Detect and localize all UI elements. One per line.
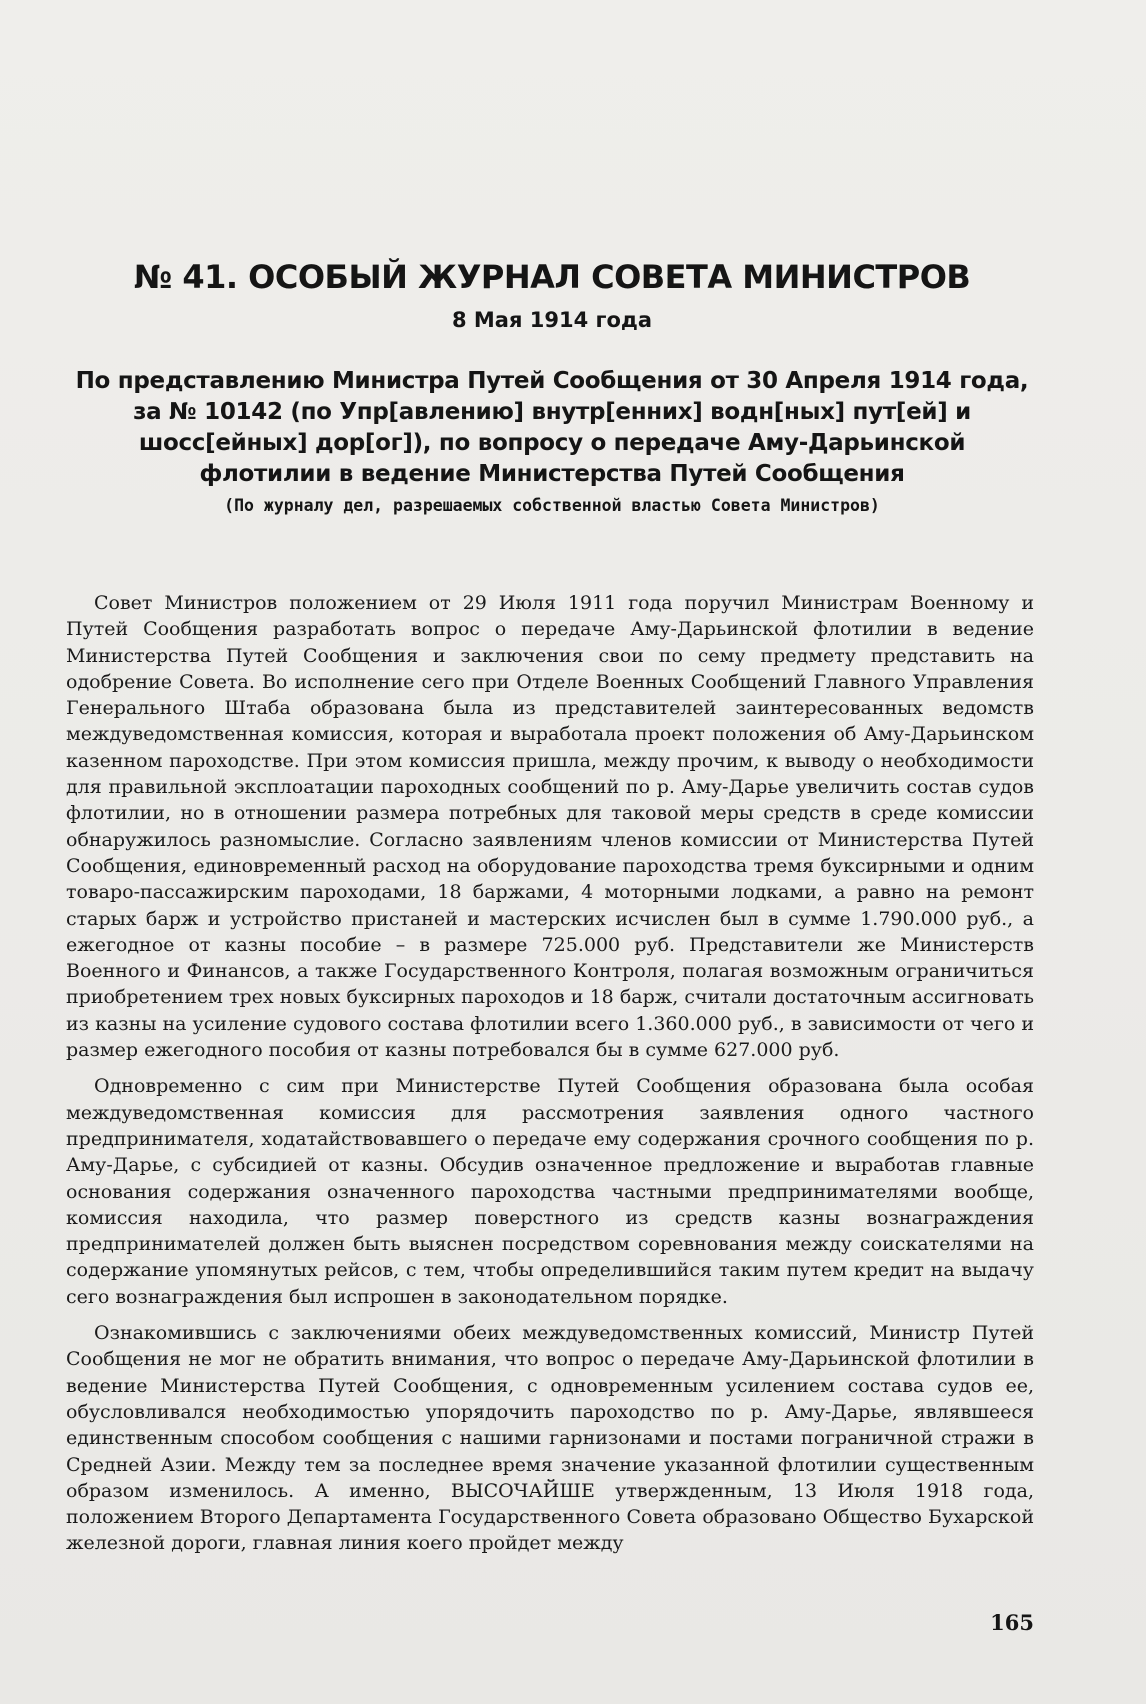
paragraph: Ознакомившись с заключениями обеих междуведомственных комиссий, Министр Путей Сообщения не мог не обратить внимания, что вопрос о передаче Аму-Дарьинской флотилии в ведение Министерства Путей Сообщения, с одновременным усилением состава судов ее, обусловливался необходимостью упорядочить пароходство по р. Аму-Дарье, являвшееся единственным способом сообщения с нашими гарнизонами и постами пограничной стражи в Средней Азии. Между тем за последнее время значение указанной флотилии существенным образом изменилось. А именно, ВЫСОЧАЙШЕ утвержденным, 13 Июля 1918 года, положением Второго Департамента Государственного Совета образовано Общество Бухарской железной дороги, главная линия коего пройдет между (66, 1322, 1034, 1555)
document-subject: По представлению Министра Путей Сообщения от 30 Апреля 1914 года, за № 10142 (по Упр[авлению] внутр[енних] водн[ных] пут[ей] и шосс[ейных] дор[ог]), по вопросу о передаче Аму-Дарьинской флотилии в ведение Министерства Путей Сообщения (75, 368, 1029, 487)
paragraph: Одновременно с сим при Министерстве Путей Сообщения образована была особая междуведомственная комиссия для рассмотрения заявления одного частного предпринимателя, ходатайствовавшего о передаче ему содержания срочного сообщения по р. Аму-Дарье, с субсидией от казны. Обсудив означенное предложение и выработав главные основания содержания означенного пароходства частными предпринимателями вообще, комиссия находила, что размер поверстного из средств казны вознаграждения предпринимателей должен быть выяснен посредством соревнования между соискателями на содержание упомянутых рейсов, с тем, чтобы определившийся таким путем кредит на выдачу сего вознаграждения был испрошен в законодательном порядке. (66, 1075, 1034, 1308)
paragraph: Совет Министров положением от 29 Июля 1911 года поручил Министрам Военному и Путей Сообщения разработать вопрос о передаче Аму-Дарьинской флотилии в ведение Министерства Путей Сообщения и заключения свои по сему предмету представить на одобрение Совета. Во исполнение сего при Отделе Военных Сообщений Главного Управления Генерального Штаба образована была из представителей заинтересованных ведомств междуведомственная комиссия, которая и выработала проект положения об Аму-Дарьинском казенном пароходстве. При этом комиссия пришла, между прочим, к выводу о необходимости для правильной эксплоатации пароходных сообщений по р. Аму-Дарье увеличить состав судов флотилии, но в отношении размера потребных для таковой меры средств в среде комиссии обнаружилось разномыслие. Согласно заявлениям членов комиссии от Министерства Путей Сообщения, единовременный расход на оборудование пароходства тремя буксирными и одним товаро-пассажирским пароходами, 18 баржами, 4 моторными лодками, а равно на ремонт старых барж и устройство пристаней и мастерских исчислен был в сумме 1.790.000 руб., а ежегодное от казны пособие – в размере 725.000 руб. Представители же Министерств Военного и Финансов, а также Государственного Контроля, полагая возможным ограничиться приобретением трех новых буксирных пароходов и 18 барж, считали достаточным ассигновать из казны на усиление судового состава флотилии всего 1.360.000 руб., в зависимости от чего и размер ежегодного пособия от казны потребовался бы в сумме 627.000 руб. (66, 592, 1034, 1062)
document-note: (По журналу дел, разрешаемых собственной властью Совета Министров) (224, 496, 880, 515)
document-title: № 41. ОСОБЫЙ ЖУРНАЛ СОВЕТА МИНИСТРОВ (133, 258, 971, 296)
document-body (66, 590, 1034, 1567)
document-date: 8 Мая 1914 года (451, 308, 653, 332)
page-number: 165 (990, 1610, 1034, 1635)
